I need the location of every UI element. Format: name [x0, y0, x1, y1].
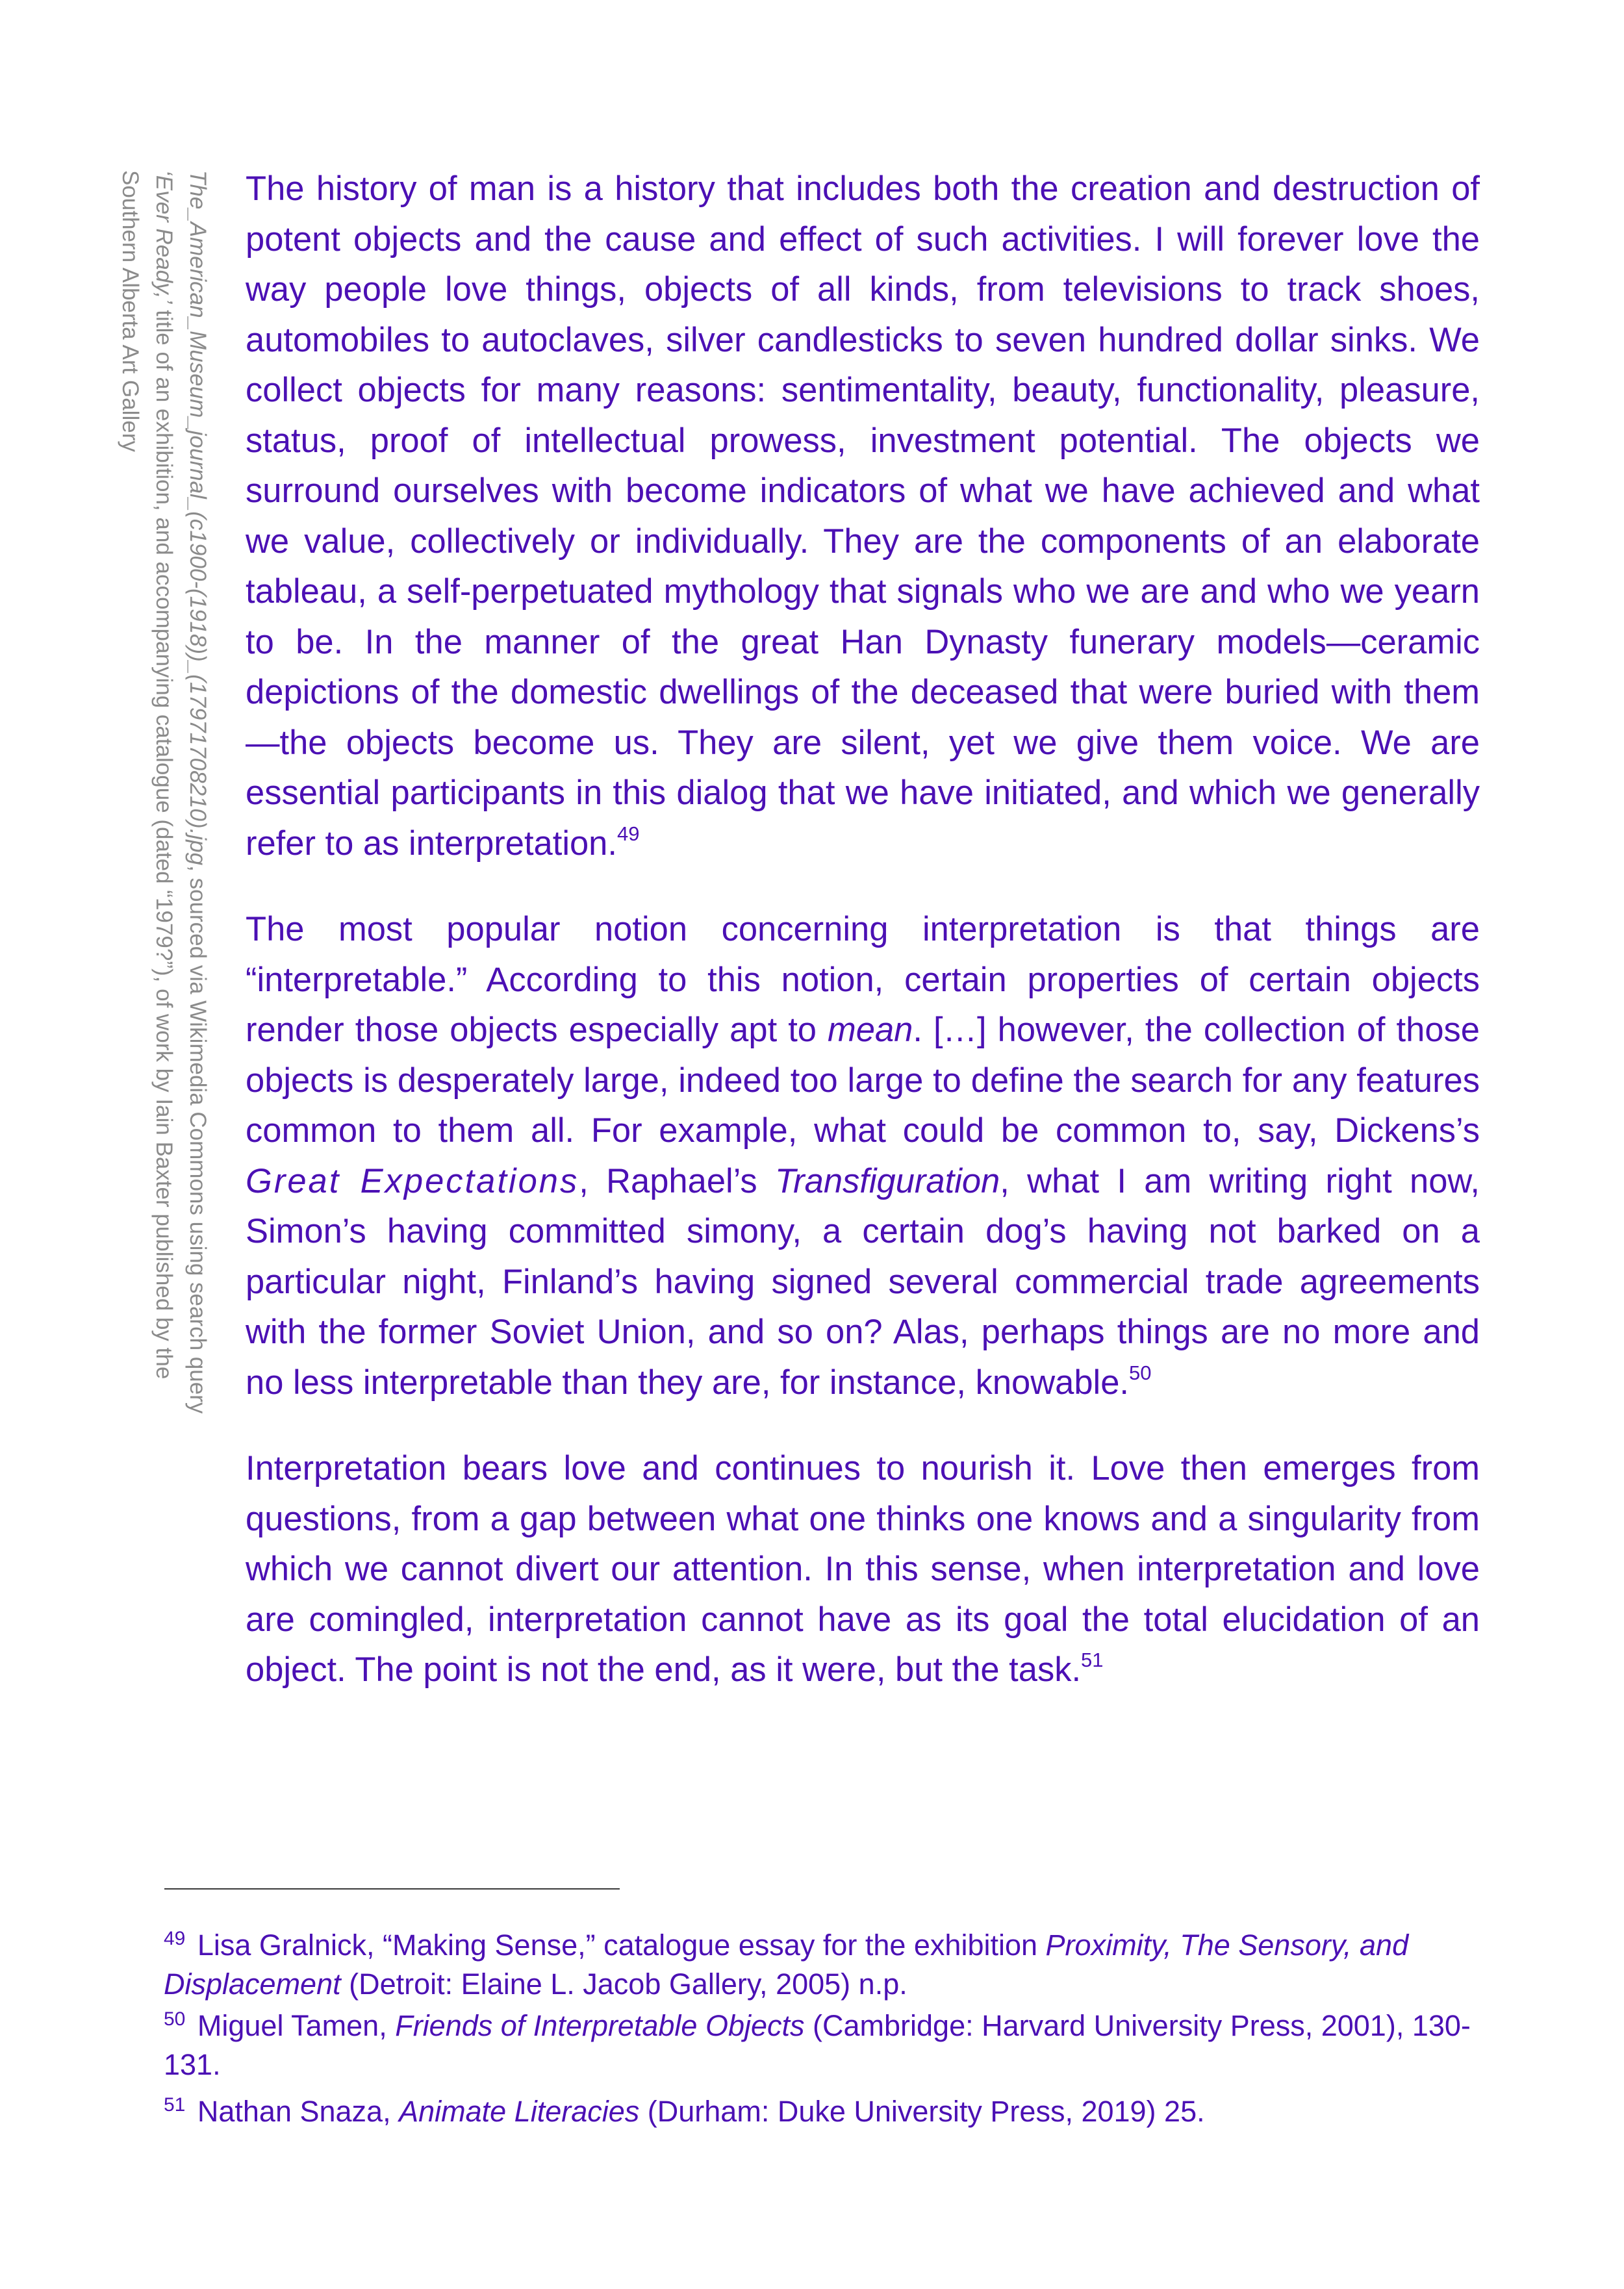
footnote-number: 51 — [164, 2094, 186, 2116]
caption-exhibition-title: ‘Ever Ready,’ — [151, 170, 177, 304]
caption-line-2 — [147, 170, 181, 1664]
footnote-51 — [164, 2092, 1489, 2131]
italic-great-expectations: Great Expectations — [246, 1161, 579, 1200]
footnote-divider — [164, 1888, 620, 1890]
footnote-number: 49 — [164, 1928, 186, 1949]
footnote-italic-title: Animate Literacies — [399, 2095, 640, 2128]
main-text — [246, 164, 1480, 1695]
image-credit-caption — [113, 170, 214, 1664]
footnote-italic-title: Proximity, The Sensory, and Displacement — [164, 1929, 1409, 2001]
footnote-number: 50 — [164, 2008, 186, 2030]
footnote-citation: (Detroit: Elaine L. Jacob Gallery, 2005) n.p. — [340, 1967, 907, 2001]
caption-line-3: Southern Alberta Art Gallery — [118, 170, 143, 452]
italic-transfiguration: Transfiguration — [774, 1161, 1000, 1200]
footnote-italic-title: Friends of Interpretable Objects — [395, 2009, 805, 2042]
footnote-text: Lisa Gralnick, “Making Sense,” catalogue essay for the exhibition — [189, 1929, 1046, 1962]
footnote-citation: (Durham: Duke University Press, 2019) 25. — [639, 2095, 1205, 2128]
paragraph-2-text-c: , Raphael’s — [579, 1161, 775, 1200]
paragraph-1-text: The history of man is a history that includes both the creation and destruction of potent objects and the cause and effect of such activities. I will forever love the way people love things, objects of all kinds, from televisions to track shoes, automobiles to autoclaves, silver candlesticks to seven hundred dollar sinks. We collect objects for many reasons: sentimentality, beauty, functionality, pleasure, status, proof of intellectual prowess, investment potential. The objects we surround ourselves with become indicators of what we have achieved and what we value, collectively or individually. They are the components of an elaborate tableau, a self-perpetuated mythology that signals who we are and who we yearn to be. In the manner of the great Han Dynasty funerary models—ceramic depictions of the domestic dwellings of the deceased that were buried with them—the objects become us. They are silent, yet we give them voice. We are essential participants in this dialog that we have initiated, and which we generally refer to as interpretation. — [246, 170, 1480, 863]
paragraph-3-text: Interpretation bears love and continues to nourish it. Love then emerges from questions, from a gap between what one thinks one knows and a singularity from which we cannot divert our attention. In this sense, when interpretation and love are comingled, interpretation cannot have as its goal the total elucidation of an object. The point is not the end, as it were, but the task. — [246, 1449, 1480, 1689]
footnote-text: Miguel Tamen, — [189, 2009, 396, 2042]
caption-source: , sourced via Wikimedia Commons using search query — [185, 865, 210, 1414]
footnote-49 — [164, 1926, 1489, 2004]
paragraph-2 — [246, 904, 1480, 1408]
footnote-50 — [164, 2006, 1489, 2084]
footnote-citation: (Cambridge: Harvard University Press, 2001), 130-131. — [164, 2009, 1471, 2081]
paragraph-3 — [246, 1443, 1480, 1695]
footnote-ref-49: 49 — [616, 822, 640, 845]
paragraph-1 — [246, 164, 1480, 868]
caption-exhibition-details: title of an exhibition, and accompanying catalogue (dated “1979?”), of work by Iain Baxter published by the — [151, 303, 177, 1380]
caption-line-1 — [181, 170, 214, 1664]
footnotes — [164, 1926, 1489, 2131]
paragraph-2-text-b: . […] however, the collection of those objects is desperately large, indeed too large to define the search for any features common to them all. For example, what could be common to, say, Dickens’s — [246, 1011, 1480, 1150]
caption-filename: The_American_Museum_journal_(c1900-(1918))_(17971708210).jpg — [185, 170, 210, 866]
paragraph-2-text-a: The most popular notion concerning interpretation is that things are “interpretable.” According to this notion, certain properties of certain objects render those objects especially apt to — [246, 910, 1480, 1049]
paragraph-2-text-d: , what I am writing right now, Simon’s having committed simony, a certain dog’s having not barked on a particular night, Finland’s having signed several commercial trade agreements with the former Soviet Union, and so on? Alas, perhaps things are no more and no less interpretable than they are, for instance, knowable. — [246, 1161, 1480, 1402]
footnote-ref-51: 51 — [1081, 1649, 1104, 1671]
footnote-text: Nathan Snaza, — [189, 2095, 400, 2128]
italic-mean: mean — [828, 1011, 913, 1049]
footnote-ref-50: 50 — [1128, 1361, 1152, 1384]
